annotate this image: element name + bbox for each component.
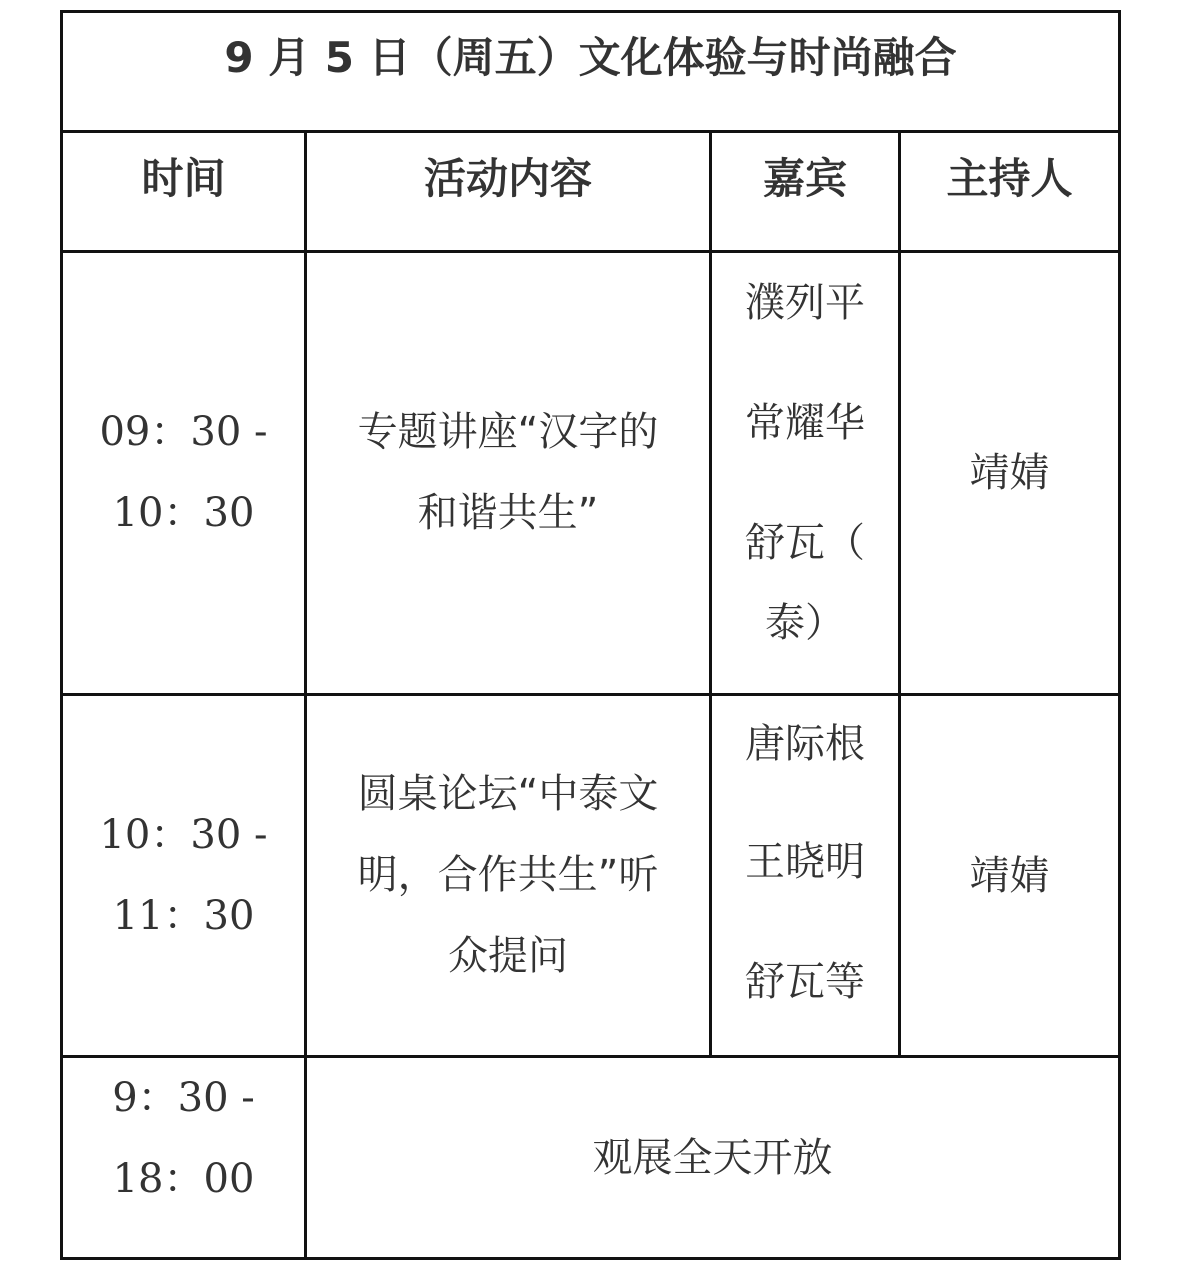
time-cell [62, 1057, 306, 1259]
guest-list [735, 253, 875, 653]
table-row [62, 1057, 1120, 1259]
time-text: 10：30 - 11：30 [99, 811, 268, 939]
activity-cell [306, 1057, 1120, 1259]
guest-list [735, 696, 875, 1032]
guest-name: 舒瓦等 [745, 959, 865, 1005]
activity-text: 专题讲座“汉字的和谐共生” [357, 409, 659, 536]
activity-text: 观展全天开放 [592, 1134, 833, 1181]
schedule-title: 9 月 5 日（周五）文化体验与时尚融合 [62, 12, 1120, 132]
guest-name: 舒瓦（ [745, 520, 865, 566]
activity-cell [306, 695, 711, 1057]
guest-name: 唐际根 [745, 721, 865, 767]
time-cell [62, 252, 306, 695]
table-row [62, 695, 1120, 1057]
header-row [62, 132, 1120, 252]
header-guests: 嘉宾 [711, 132, 900, 252]
guest-name: 常耀华 [745, 400, 865, 446]
guest-name: 濮列平 [745, 280, 865, 326]
activity-text: 圆桌论坛“中泰文明，合作共生”听众提问 [357, 771, 659, 979]
time-text: 9：30 - 18：00 [112, 1075, 255, 1202]
guest-name: 王晓明 [745, 839, 865, 885]
host-cell [900, 252, 1120, 695]
activity-cell [306, 252, 711, 695]
header-host: 主持人 [900, 132, 1120, 252]
time-text: 09：30 - 10：30 [99, 409, 268, 536]
time-cell [62, 695, 306, 1057]
host-cell [900, 695, 1120, 1057]
title-row [62, 12, 1120, 132]
table-row [62, 252, 1120, 695]
guests-cell [711, 695, 900, 1057]
header-activity: 活动内容 [306, 132, 711, 252]
host-text: 靖婧 [969, 450, 1050, 496]
header-time: 时间 [62, 132, 306, 252]
guest-name: 泰） [765, 600, 845, 646]
guests-cell [711, 252, 900, 695]
host-text: 靖婧 [969, 852, 1050, 899]
schedule-table [60, 10, 1121, 1260]
